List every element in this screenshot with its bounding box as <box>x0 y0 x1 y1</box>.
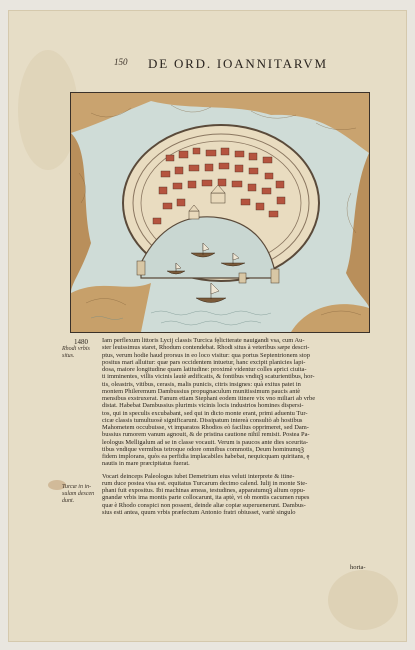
woodcut-map-of-rhodes <box>70 92 370 333</box>
paragraph-2: Vocari deinceps Paleologus iubet Demetrium eius veluti interprete & itine- rum duce postea visa est. equitatus Turcarum decimo calend. Iulij in monte Ste- phani fuit expositus. Ibi machinas æneas, testudines, apparatumqꝫ alium oppu- gnandæ vrbis ima montis parte collocarunt, ita aptè, vt ob montis cacumen rupes quæ è Rhodo conspici non possent, deinde aliæ copiæ superuenerunt. Dambus- sius esti antea, quum vrbis præfectum Antonio fratri obiusset, variè singulo <box>102 472 310 516</box>
margin-note-turks-land: Turcæ in in- sulam descen dunt. <box>62 484 95 504</box>
running-head: DE ORD. IOANNITARVM <box>148 56 328 71</box>
page-number: 150 <box>114 57 128 67</box>
paper-stain <box>18 50 78 170</box>
body-text <box>102 337 370 516</box>
paper-stain <box>328 570 398 630</box>
margin-year: 1480 <box>74 338 88 346</box>
margin-note-rhodes-situation: Rhodi vrbis situs. <box>62 346 90 359</box>
paragraph-1: Iam perflexum littoris Lycij classis Turcica fęliciterate nauigandi vsa, cum Au- ster leuissimus staret, Rhodum contendebat. Rhodi situs à veteribus sæpe descri- ptus, verum hodie haud prorsus in eo loco visitur: qua portus Septentrionem stop positus mari alluitur: quæ pars occidentem intuetur, hanc excipit planicies lapi- dosa, maiore longitudine quam latitudine: proximè videntur colles aprici ciuita- ti imminentes, villis vicinis lautè ædificatis, & fontibus vndiqꝫ scaturientibus, hor- tis, oleastris, vitibus, cerasis, malis punicis, citris insignes: quà exitus patet in montem Phileremum Dambussius propugnaculum munitissimum paucis antè mensibus exstruxerat. Fanum etiam Stephani eodem itinere vix vno miliari ab vrbe distat. Habebat Dambussius plurimis vicinis locis industrios homines dispersi- tos, qui in speculis excubabant, sed qui in dicto monte erant, primi aduentu Tur- cicæ classis tumultuosè significarunt. Dissipatum intereà consultò ab hostibus Mahometem occubuisse, vt imparatos Rhodios eò facilius opprimeret, sed Dam- bussius rumorem vanum agnouit, & de pristina cautione nihil remisit. Postea Pa- leologus Melligalum ad se in classe vocauit. Verum is paucos ante dies sceurita- tibus vndique vermibus tetroque odore omnibus commotis, Deum hominumqꝫ fidem implorans, quòs ea perfidia implacabiles habebat, nequicquam quiritans, ę nautis in mare præcipitatus fuerat. <box>102 337 316 468</box>
catchword: horta- <box>350 564 366 571</box>
map-illustration <box>71 93 369 332</box>
